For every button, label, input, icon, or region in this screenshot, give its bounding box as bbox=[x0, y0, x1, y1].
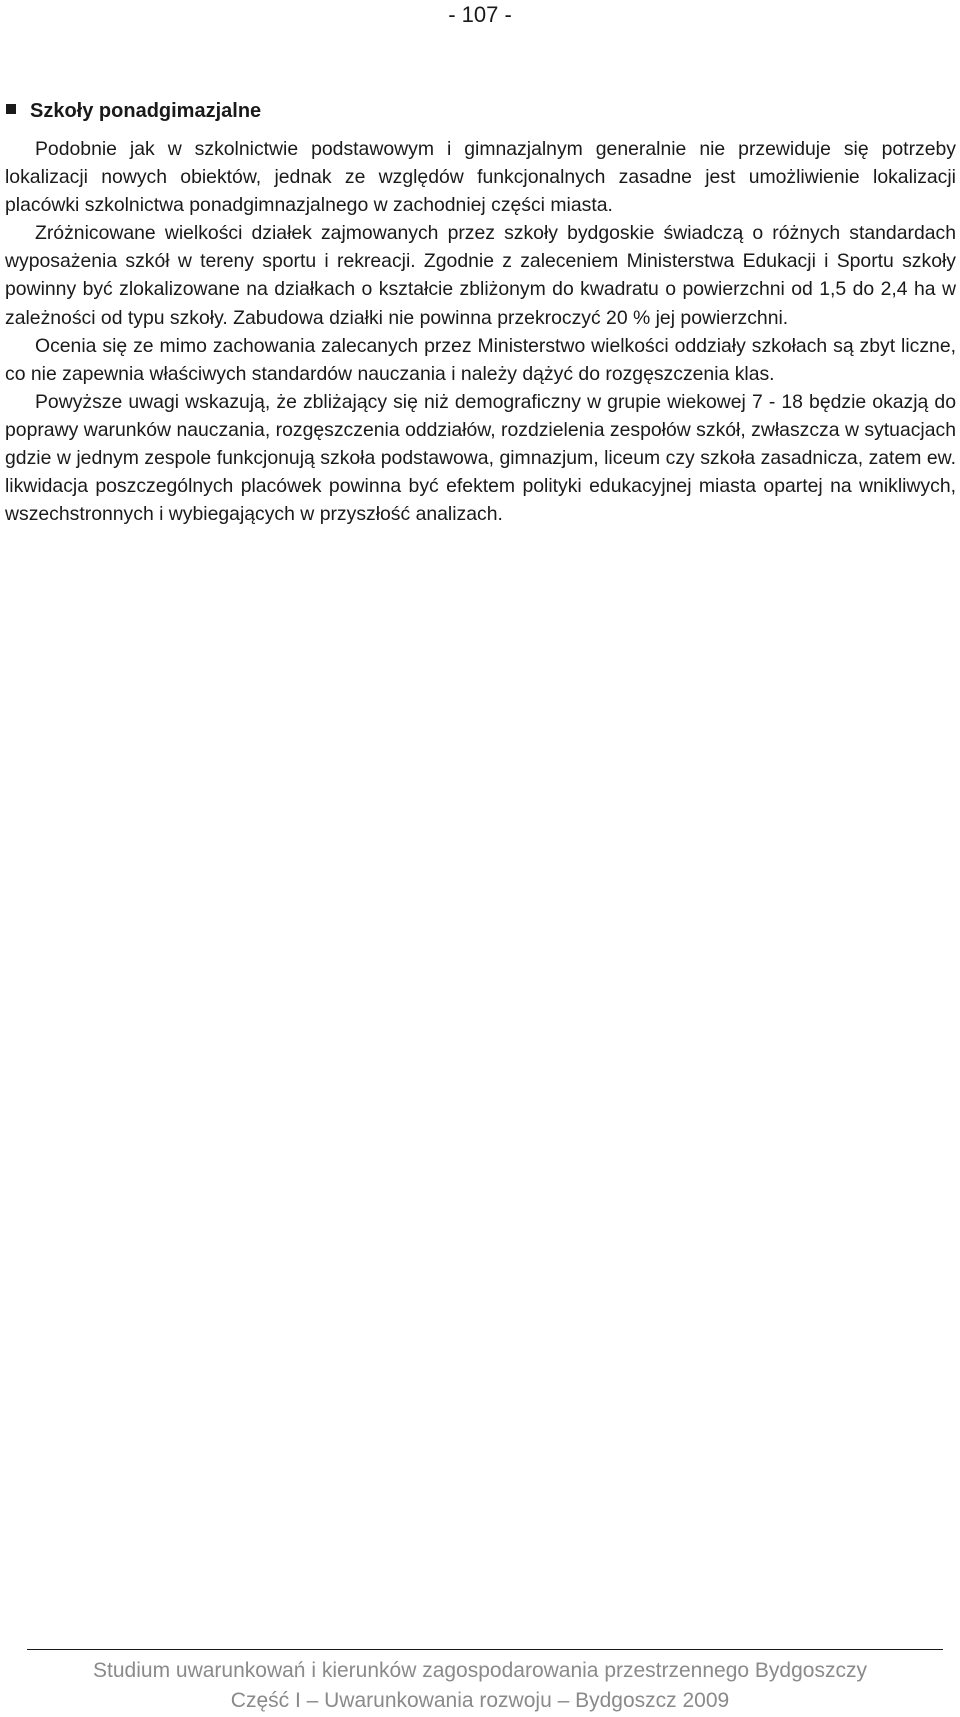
paragraph: Ocenia się ze mimo zachowania zalecanych przez Ministerstwo wielkości oddziały szkołach są zbyt liczne, co nie zapewnia właściwych standardów nauczania i należy dążyć do rozgęszczenia klas. bbox=[5, 334, 956, 385]
footer-divider bbox=[27, 1649, 943, 1650]
footer-title: Studium uwarunkowań i kierunków zagospodarowania przestrzennego Bydgoszczy bbox=[93, 1659, 867, 1682]
page-number: - 107 - bbox=[448, 2, 512, 27]
paragraph: Podobnie jak w szkolnictwie podstawowym i gimnazjalnym generalnie nie przewiduje się potrzeby lokalizacji nowych obiektów, jednak ze względów funkcjonalnych zasadne jest umożliwienie lokalizacji placówki szkolnictwa ponadgimnazjalnego w zachodniej części miasta. bbox=[5, 138, 956, 217]
section-heading-text: Szkoły ponadgimazjalne bbox=[30, 100, 262, 122]
paragraph: Powyższe uwagi wskazują, że zbliżający się niż demograficzny w grupie wiekowej 7 - 18 będzie okazją do poprawy warunków nauczania, rozgęszczenia oddziałów, rozdzielenia zespołów szkół, zwłaszcza w sytuacjach gdzie w jednym zespole funkcjonują szkoła podstawowa, gimnazjum, liceum czy szkoła zasadnicza, zatem ew. likwidacja poszczególnych placówek powinna być efektem polityki edukacyjnej miasta opartej na wnikliwych, wszechstronnych i wybiegających w przyszłość analizach. bbox=[5, 390, 956, 526]
footer-subtitle: Część I – Uwarunkowania rozwoju – Bydgoszcz 2009 bbox=[230, 1689, 730, 1712]
section-heading bbox=[6, 98, 261, 124]
paragraph: Zróżnicowane wielkości działek zajmowanych przez szkoły bydgoskie świadczą o różnych standardach wyposażenia szkół w tereny sportu i rekreacji. Zgodnie z zaleceniem Ministerstwa Edukacji i Sportu szkoły powinny być zlokalizowane na działkach o kształcie zbliżonym do kwadratu o powierzchni od 1,5 do 2,4 ha w zależności od typu szkoły. Zabudowa działki nie powinna przekroczyć 20 % jej powierzchni. bbox=[5, 222, 956, 329]
square-bullet-icon bbox=[6, 104, 16, 114]
section-body bbox=[5, 135, 956, 528]
